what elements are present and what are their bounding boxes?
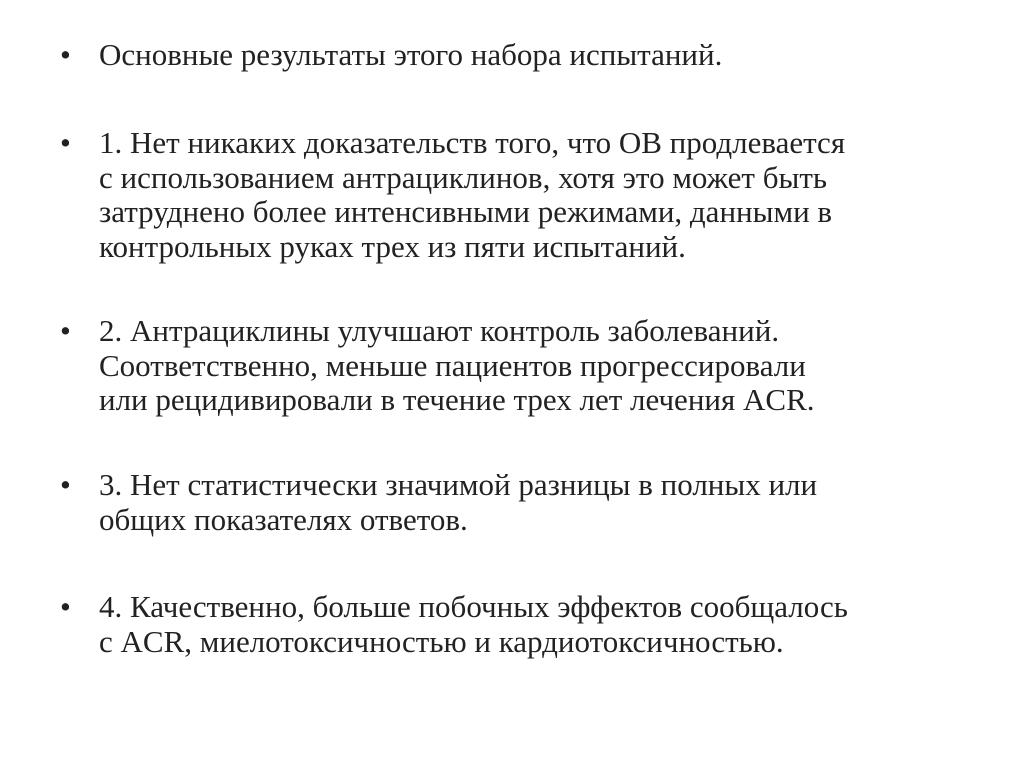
bullet-text: 4. Качественно, больше побочных эффектов сообщалось с ACR, миелотоксичностью и кардиотоксичностью. [99,589,848,659]
bullet-item-summary [60,38,960,73]
bullet-dot-icon: • [60,125,71,160]
bullet-text: 2. Антрациклины улучшают контроль заболеваний. Соответственно, меньше пациентов прогрессировали или рецидивировали в течение трех лет лечения ACR. [99,313,815,417]
bullet-item-3 [60,468,960,537]
bullet-item-1 [60,126,960,264]
bullet-dot-icon: • [60,313,71,348]
bullet-item-4 [60,590,960,659]
bullet-dot-icon: • [60,467,71,502]
bullet-dot-icon: • [60,589,71,624]
bullet-text: Основные результаты этого набора испытаний. [99,37,723,72]
bullet-text: 3. Нет статистически значимой разницы в полных или общих показателях ответов. [99,467,818,537]
bullet-item-2 [60,314,960,418]
bullet-dot-icon: • [60,37,71,72]
bullet-text: 1. Нет никаких доказательств того, что ОВ продлевается с использованием антрациклинов, хотя это может быть затруднено более интенсивными режимами, данными в контрольных руках трех из пяти испытаний. [99,125,846,264]
